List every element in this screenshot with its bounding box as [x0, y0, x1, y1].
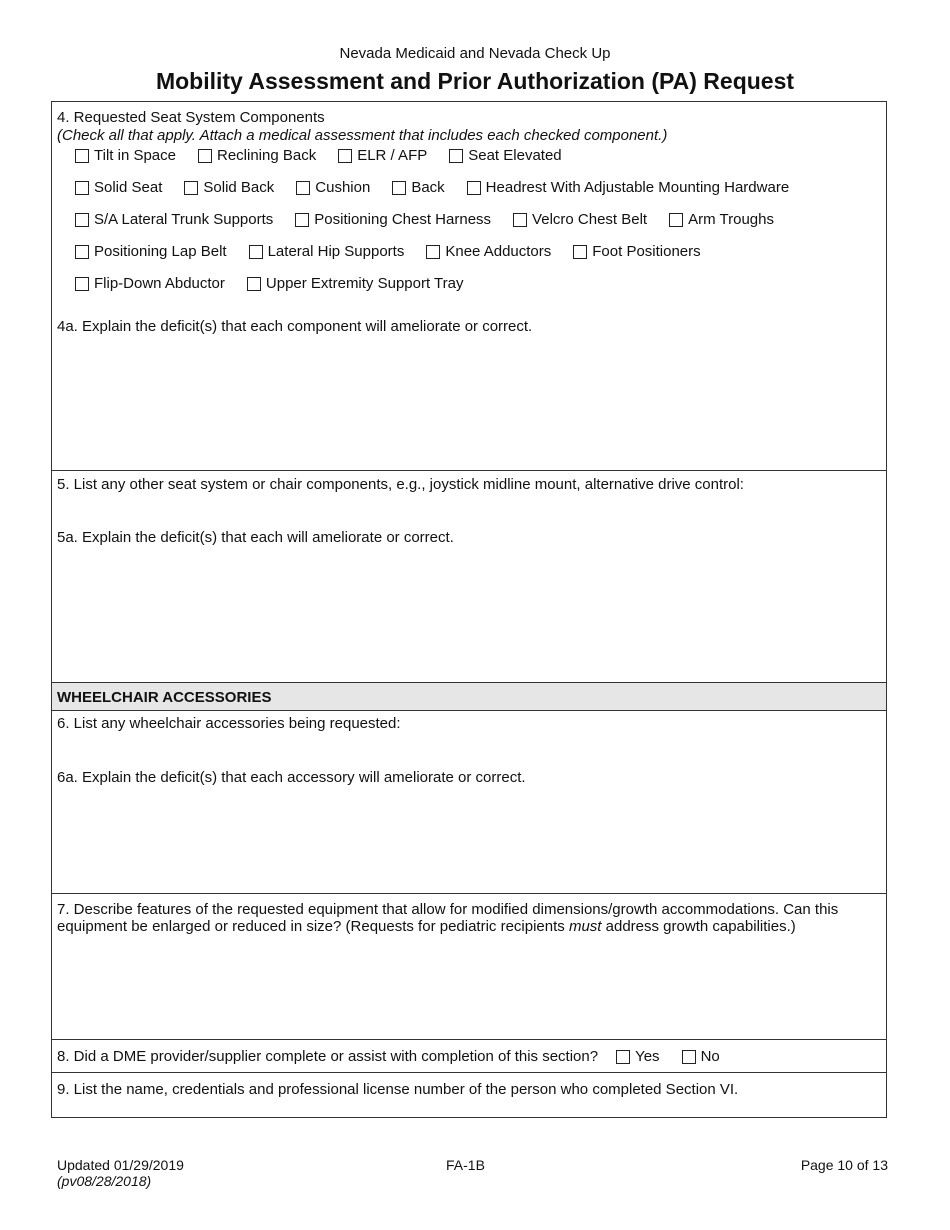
accessories-header [52, 682, 886, 710]
checkbox-row-3 [75, 211, 796, 229]
footer-updated-block [57, 1157, 184, 1189]
checkbox-positioning-lap-belt[interactable]: Positioning Lap Belt [75, 243, 227, 261]
section-7 [52, 893, 886, 1039]
checkbox-no[interactable]: No [682, 1048, 720, 1065]
checkbox-yes[interactable]: Yes [616, 1048, 659, 1065]
checkbox-box[interactable] [75, 213, 89, 227]
checkbox-box[interactable] [426, 245, 440, 259]
checkbox-foot-positioners[interactable]: Foot Positioners [573, 243, 700, 261]
section-8 [52, 1039, 886, 1072]
checkbox-box[interactable] [449, 149, 463, 163]
checkbox-box[interactable] [392, 181, 406, 195]
checkbox-row-1 [75, 147, 584, 165]
checkbox-velcro-chest-belt[interactable]: Velcro Chest Belt [513, 211, 647, 229]
question-7: 7. Describe features of the requested equipment that allow for modified dimensions/growth accommodations. Can this equipment be enlarged or reduced in size? (Requests for pediatric recipients must address growth capabilities.) [57, 901, 839, 935]
checkbox-box[interactable] [247, 277, 261, 291]
section-6 [52, 710, 886, 893]
checkbox-back[interactable]: Back [392, 179, 444, 197]
checkbox-solid-back[interactable]: Solid Back [184, 179, 274, 197]
footer-updated: Updated 01/29/2019 [57, 1157, 184, 1173]
checkbox-box[interactable] [682, 1050, 696, 1064]
checkbox-box[interactable] [75, 181, 89, 195]
question-8-row [57, 1048, 742, 1065]
checkbox-box[interactable] [513, 213, 527, 227]
checkbox-headrest[interactable]: Headrest With Adjustable Mounting Hardware [467, 179, 790, 197]
checkbox-solid-seat[interactable]: Solid Seat [75, 179, 162, 197]
section4-instruction: (Check all that apply. Attach a medical assessment that includes each checked component.) [57, 127, 668, 144]
checkbox-box[interactable] [75, 245, 89, 259]
checkbox-row-4 [75, 243, 723, 261]
section-9 [52, 1072, 886, 1117]
question-6: 6. List any wheelchair accessories being requested: [57, 715, 401, 732]
section4-heading: 4. Requested Seat System Components [57, 109, 325, 126]
checkbox-box[interactable] [338, 149, 352, 163]
checkbox-box[interactable] [295, 213, 309, 227]
checkbox-tilt-in-space[interactable]: Tilt in Space [75, 147, 176, 165]
checkbox-arm-troughs[interactable]: Arm Troughs [669, 211, 774, 229]
checkbox-knee-adductors[interactable]: Knee Adductors [426, 243, 551, 261]
checkbox-positioning-chest-harness[interactable]: Positioning Chest Harness [295, 211, 491, 229]
question-8: 8. Did a DME provider/supplier complete or assist with completion of this section? [57, 1048, 599, 1065]
checkbox-box[interactable] [249, 245, 263, 259]
checkbox-cushion[interactable]: Cushion [296, 179, 370, 197]
checkbox-lateral-trunk-supports[interactable]: S/A Lateral Trunk Supports [75, 211, 273, 229]
checkbox-box[interactable] [198, 149, 212, 163]
checkbox-elr-afp[interactable]: ELR / AFP [338, 147, 427, 165]
checkbox-lateral-hip-supports[interactable]: Lateral Hip Supports [249, 243, 405, 261]
footer-form-id: FA-1B [446, 1157, 485, 1173]
question-6a: 6a. Explain the deficit(s) that each accessory will ameliorate or correct. [57, 769, 526, 786]
checkbox-row-5 [75, 275, 485, 293]
checkbox-box[interactable] [75, 149, 89, 163]
question-5: 5. List any other seat system or chair components, e.g., joystick midline mount, alternative drive control: [57, 476, 744, 493]
page-title: Mobility Assessment and Prior Authorization (PA) Request [155, 68, 795, 94]
checkbox-seat-elevated[interactable]: Seat Elevated [449, 147, 561, 165]
question-4a: 4a. Explain the deficit(s) that each component will ameliorate or correct. [57, 318, 533, 335]
form-table [51, 101, 887, 1118]
question-9: 9. List the name, credentials and professional license number of the person who completed Section VI. [57, 1081, 739, 1098]
checkbox-flip-down-abductor[interactable]: Flip-Down Abductor [75, 275, 225, 293]
checkbox-upper-extremity-tray[interactable]: Upper Extremity Support Tray [247, 275, 464, 293]
checkbox-box[interactable] [616, 1050, 630, 1064]
checkbox-box[interactable] [669, 213, 683, 227]
footer-page-number: Page 10 of 13 [800, 1157, 888, 1173]
checkbox-box[interactable] [467, 181, 481, 195]
footer-pv: (pv08/28/2018) [57, 1173, 152, 1189]
question-5a: 5a. Explain the deficit(s) that each will ameliorate or correct. [57, 529, 454, 546]
agency-name: Nevada Medicaid and Nevada Check Up [339, 45, 611, 62]
accessories-heading: WHEELCHAIR ACCESSORIES [57, 689, 272, 706]
checkbox-box[interactable] [296, 181, 310, 195]
checkbox-reclining-back[interactable]: Reclining Back [198, 147, 316, 165]
checkbox-row-2 [75, 179, 811, 197]
checkbox-box[interactable] [184, 181, 198, 195]
checkbox-box[interactable] [75, 277, 89, 291]
section-5 [52, 470, 886, 682]
checkbox-box[interactable] [573, 245, 587, 259]
